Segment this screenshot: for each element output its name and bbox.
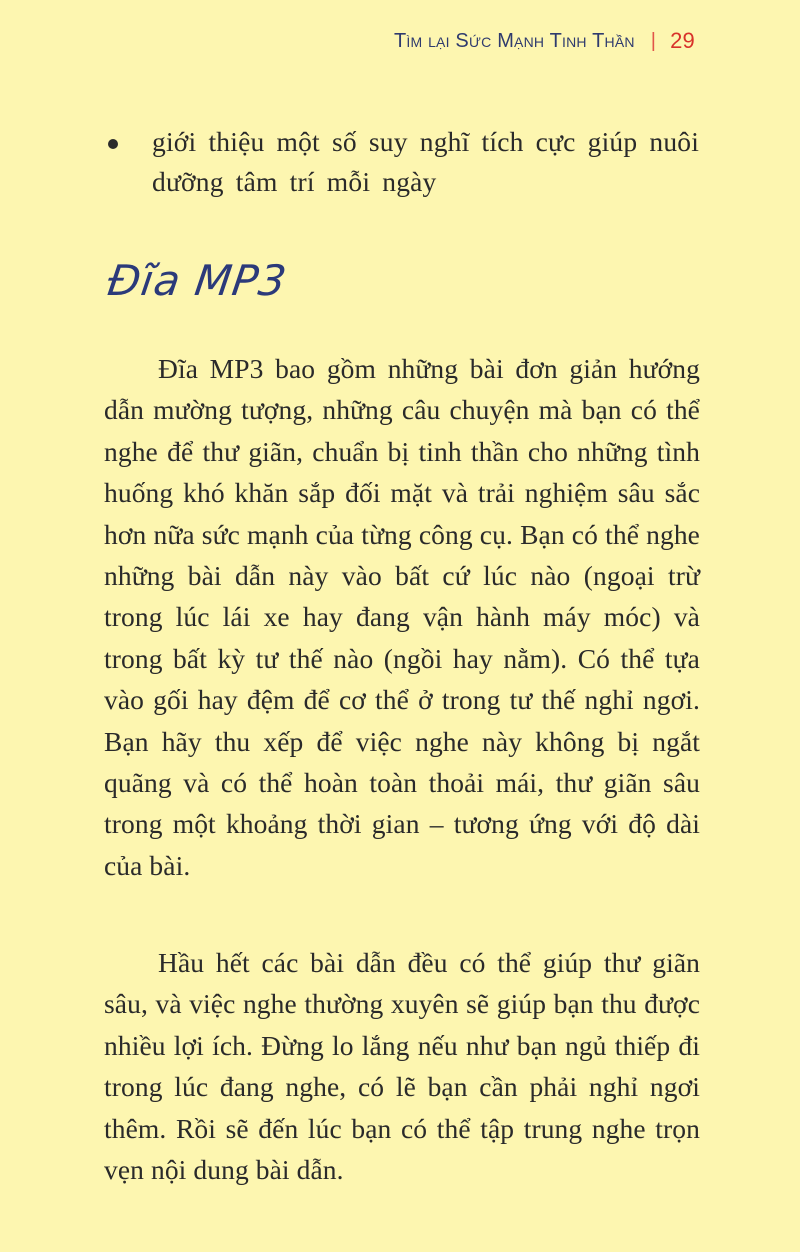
running-header xyxy=(394,28,695,54)
body-paragraph: Hầu hết các bài dẫn đều có thể giúp thư giãn sâu, và việc nghe thường xuyên sẽ giúp bạn thu được nhiều lợi ích. Đừng lo lắng nếu như bạn ngủ thiếp đi trong lúc đang nghe, có lẽ bạn cần phải nghỉ ngơi thêm. Rồi sẽ đến lúc bạn có thể tập trung nghe trọn vẹn nội dung bài dẫn. xyxy=(104,947,700,1186)
page-number: 29 xyxy=(670,28,695,53)
section-heading: Đĩa MP3 xyxy=(104,256,291,305)
header-separator: | xyxy=(650,29,657,52)
bullet-list-item xyxy=(108,122,708,202)
bullet-text: giới thiệu một số suy nghĩ tích cực giúp nuôi dưỡng tâm trí mỗi ngày xyxy=(152,126,700,197)
bullet-icon xyxy=(108,139,118,149)
book-title: Tìm lại Sức Mạnh Tinh Thần xyxy=(393,29,635,52)
body-paragraph: Đĩa MP3 bao gồm những bài đơn giản hướng dẫn mường tượng, những câu chuyện mà bạn có thể nghe để thư giãn, chuẩn bị tinh thần cho những tình huống khó khăn sắp đối mặt và trải nghiệm sâu sắc hơn nữa sức mạnh của từng công cụ. Bạn có thể nghe những bài dẫn này vào bất cứ lúc nào (ngoại trừ trong lúc lái xe hay đang vận hành máy móc) và trong bất kỳ tư thế nào (ngồi hay nằm). Có thể tựa vào gối hay đệm để cơ thể ở trong tư thế nghỉ ngơi. Bạn hãy thu xếp để việc nghe này không bị ngắt quãng và có thể hoàn toàn thoải mái, thư giãn sâu trong một khoảng thời gian – tương ứng với độ dài của bài. xyxy=(104,353,700,881)
